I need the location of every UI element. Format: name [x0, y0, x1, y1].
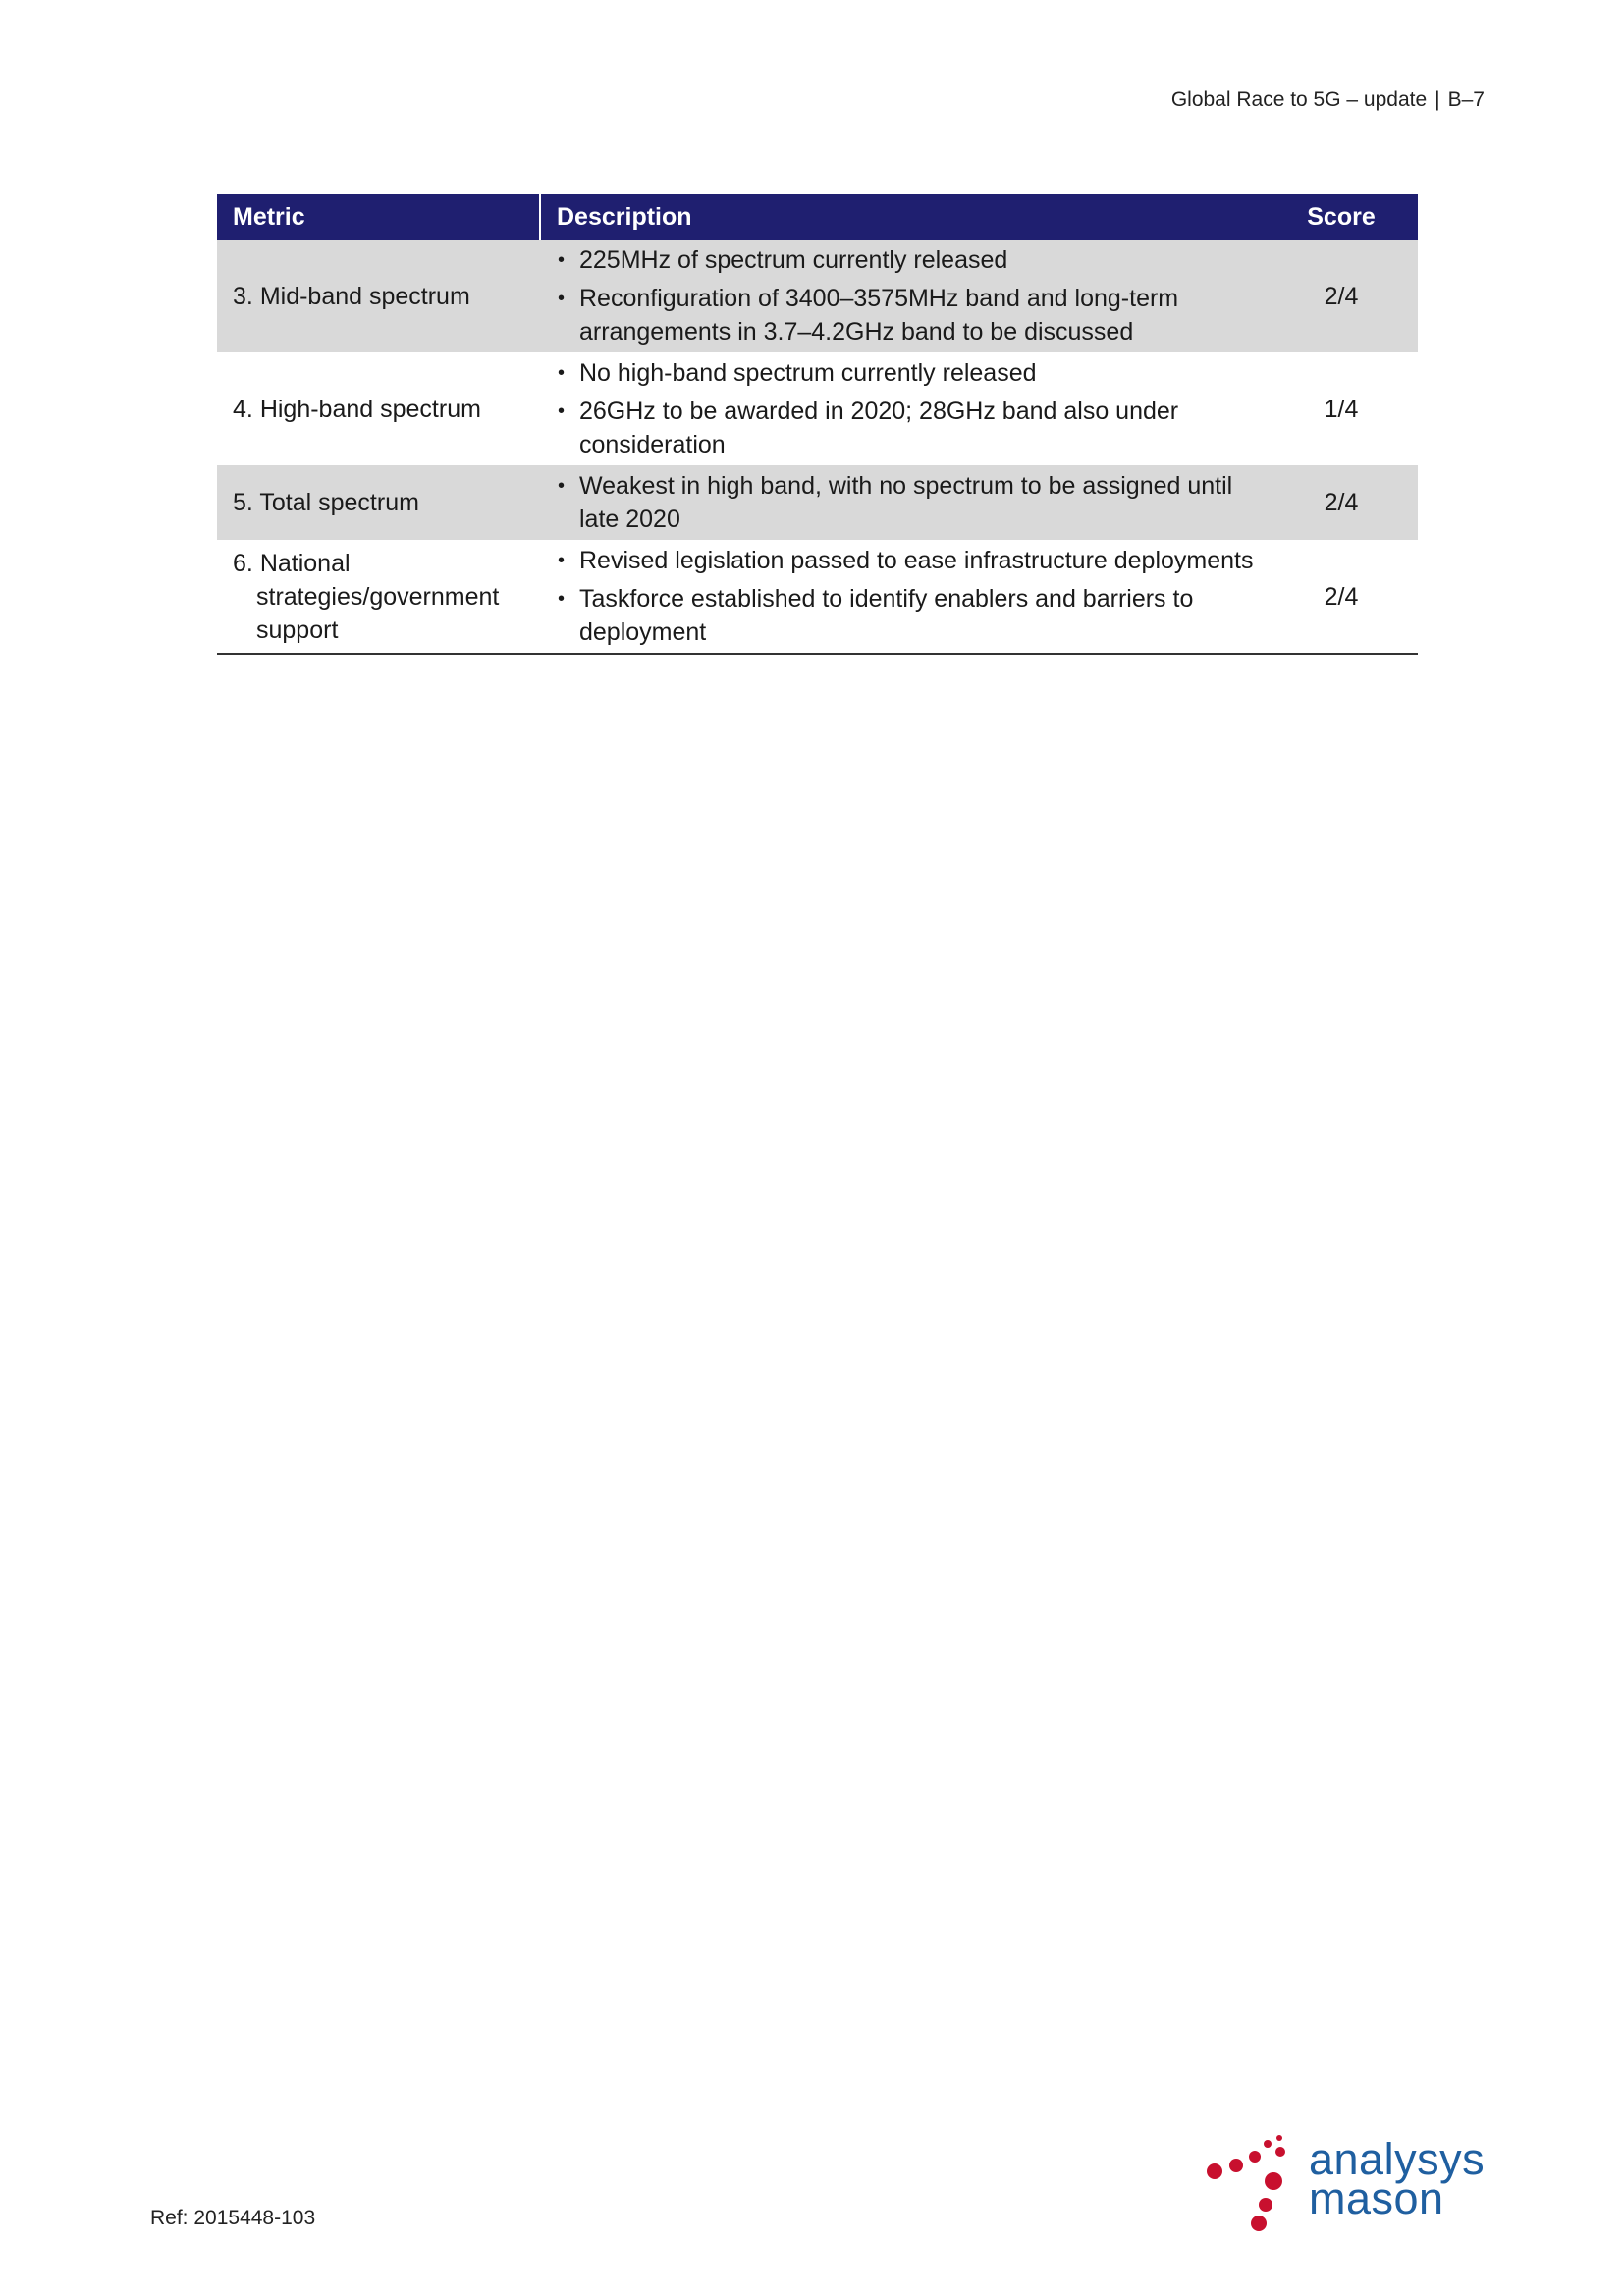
logo-word-analysys: analysys [1309, 2134, 1486, 2184]
bullet-item [556, 469, 1272, 536]
bullet-item [556, 282, 1272, 348]
column-header-description: Description [540, 194, 1288, 240]
description-cell [540, 352, 1288, 465]
metric-label: Mid-band spectrum [259, 282, 470, 310]
bullet-icon: • [558, 249, 566, 271]
metric-number: 5. [233, 489, 253, 516]
description-cell [540, 540, 1288, 654]
table-header-row [217, 194, 1418, 240]
table-row [217, 540, 1418, 654]
metric-wrap [233, 547, 524, 647]
metric-cell [217, 240, 540, 352]
description-cell [540, 465, 1288, 540]
bullet-list [556, 243, 1272, 348]
bullet-item [556, 356, 1272, 390]
metric-cell [217, 352, 540, 465]
bullet-text: Taskforce established to identify enablers and barriers to deployment [579, 585, 1194, 646]
bullet-list [556, 356, 1272, 461]
score-cell: 1/4 [1324, 395, 1359, 423]
metric-number: 6. [233, 549, 253, 577]
document-title: Global Race to 5G – update [1170, 88, 1428, 111]
metric-cell [217, 540, 540, 654]
metric-cell [217, 465, 540, 540]
bullet-icon: • [558, 400, 566, 422]
metric-label: High-band spectrum [259, 395, 481, 423]
bullet-text: 225MHz of spectrum currently released [579, 246, 1008, 274]
page-number: B–7 [1447, 88, 1485, 111]
bullet-text: Revised legislation passed to ease infrastructure deployments [579, 547, 1254, 574]
bullet-icon: • [558, 475, 566, 497]
bullet-icon: • [558, 362, 566, 384]
bullet-list [556, 469, 1272, 536]
table-row [217, 352, 1418, 465]
bullet-text: Reconfiguration of 3400–3575MHz band and long-term arrangements in 3.7–4.2GHz band to be discussed [579, 285, 1179, 346]
score-cell: 2/4 [1288, 465, 1418, 540]
header-separator: | [1435, 88, 1440, 111]
metric-number: 3. [233, 282, 253, 310]
table-row [217, 240, 1418, 352]
metric-number: 4. [233, 395, 253, 423]
bullet-text: Weakest in high band, with no spectrum to be assigned until late 2020 [579, 472, 1233, 533]
metric-label: Total spectrum [259, 489, 419, 516]
metric-label: National strategies/government support [256, 549, 500, 644]
bullet-item [556, 395, 1272, 461]
logo-word-mason: mason [1309, 2173, 1444, 2223]
analysys-mason-logo [1203, 2130, 1517, 2238]
metrics-table [217, 194, 1418, 655]
bullet-item [556, 544, 1272, 577]
column-header-metric: Metric [217, 194, 540, 240]
logo-dot-group [1207, 2135, 1285, 2231]
score-cell: 2/4 [1288, 540, 1418, 654]
score-cell: 2/4 [1288, 240, 1418, 352]
column-header-score: Score [1288, 194, 1418, 240]
document-reference: Ref: 2015448-103 [150, 2207, 316, 2229]
bullet-icon: • [558, 588, 566, 610]
description-cell [540, 240, 1288, 352]
bullet-item [556, 243, 1272, 277]
bullet-icon: • [558, 288, 566, 309]
table-row [217, 465, 1418, 540]
logo-dots-icon [1203, 2130, 1311, 2238]
bullet-item [556, 582, 1272, 649]
bullet-text: 26GHz to be awarded in 2020; 28GHz band also under consideration [579, 398, 1179, 458]
running-header [1171, 88, 1485, 112]
bullet-list [556, 544, 1272, 649]
bullet-icon: • [558, 550, 566, 571]
bullet-text: No high-band spectrum currently released [579, 359, 1037, 387]
